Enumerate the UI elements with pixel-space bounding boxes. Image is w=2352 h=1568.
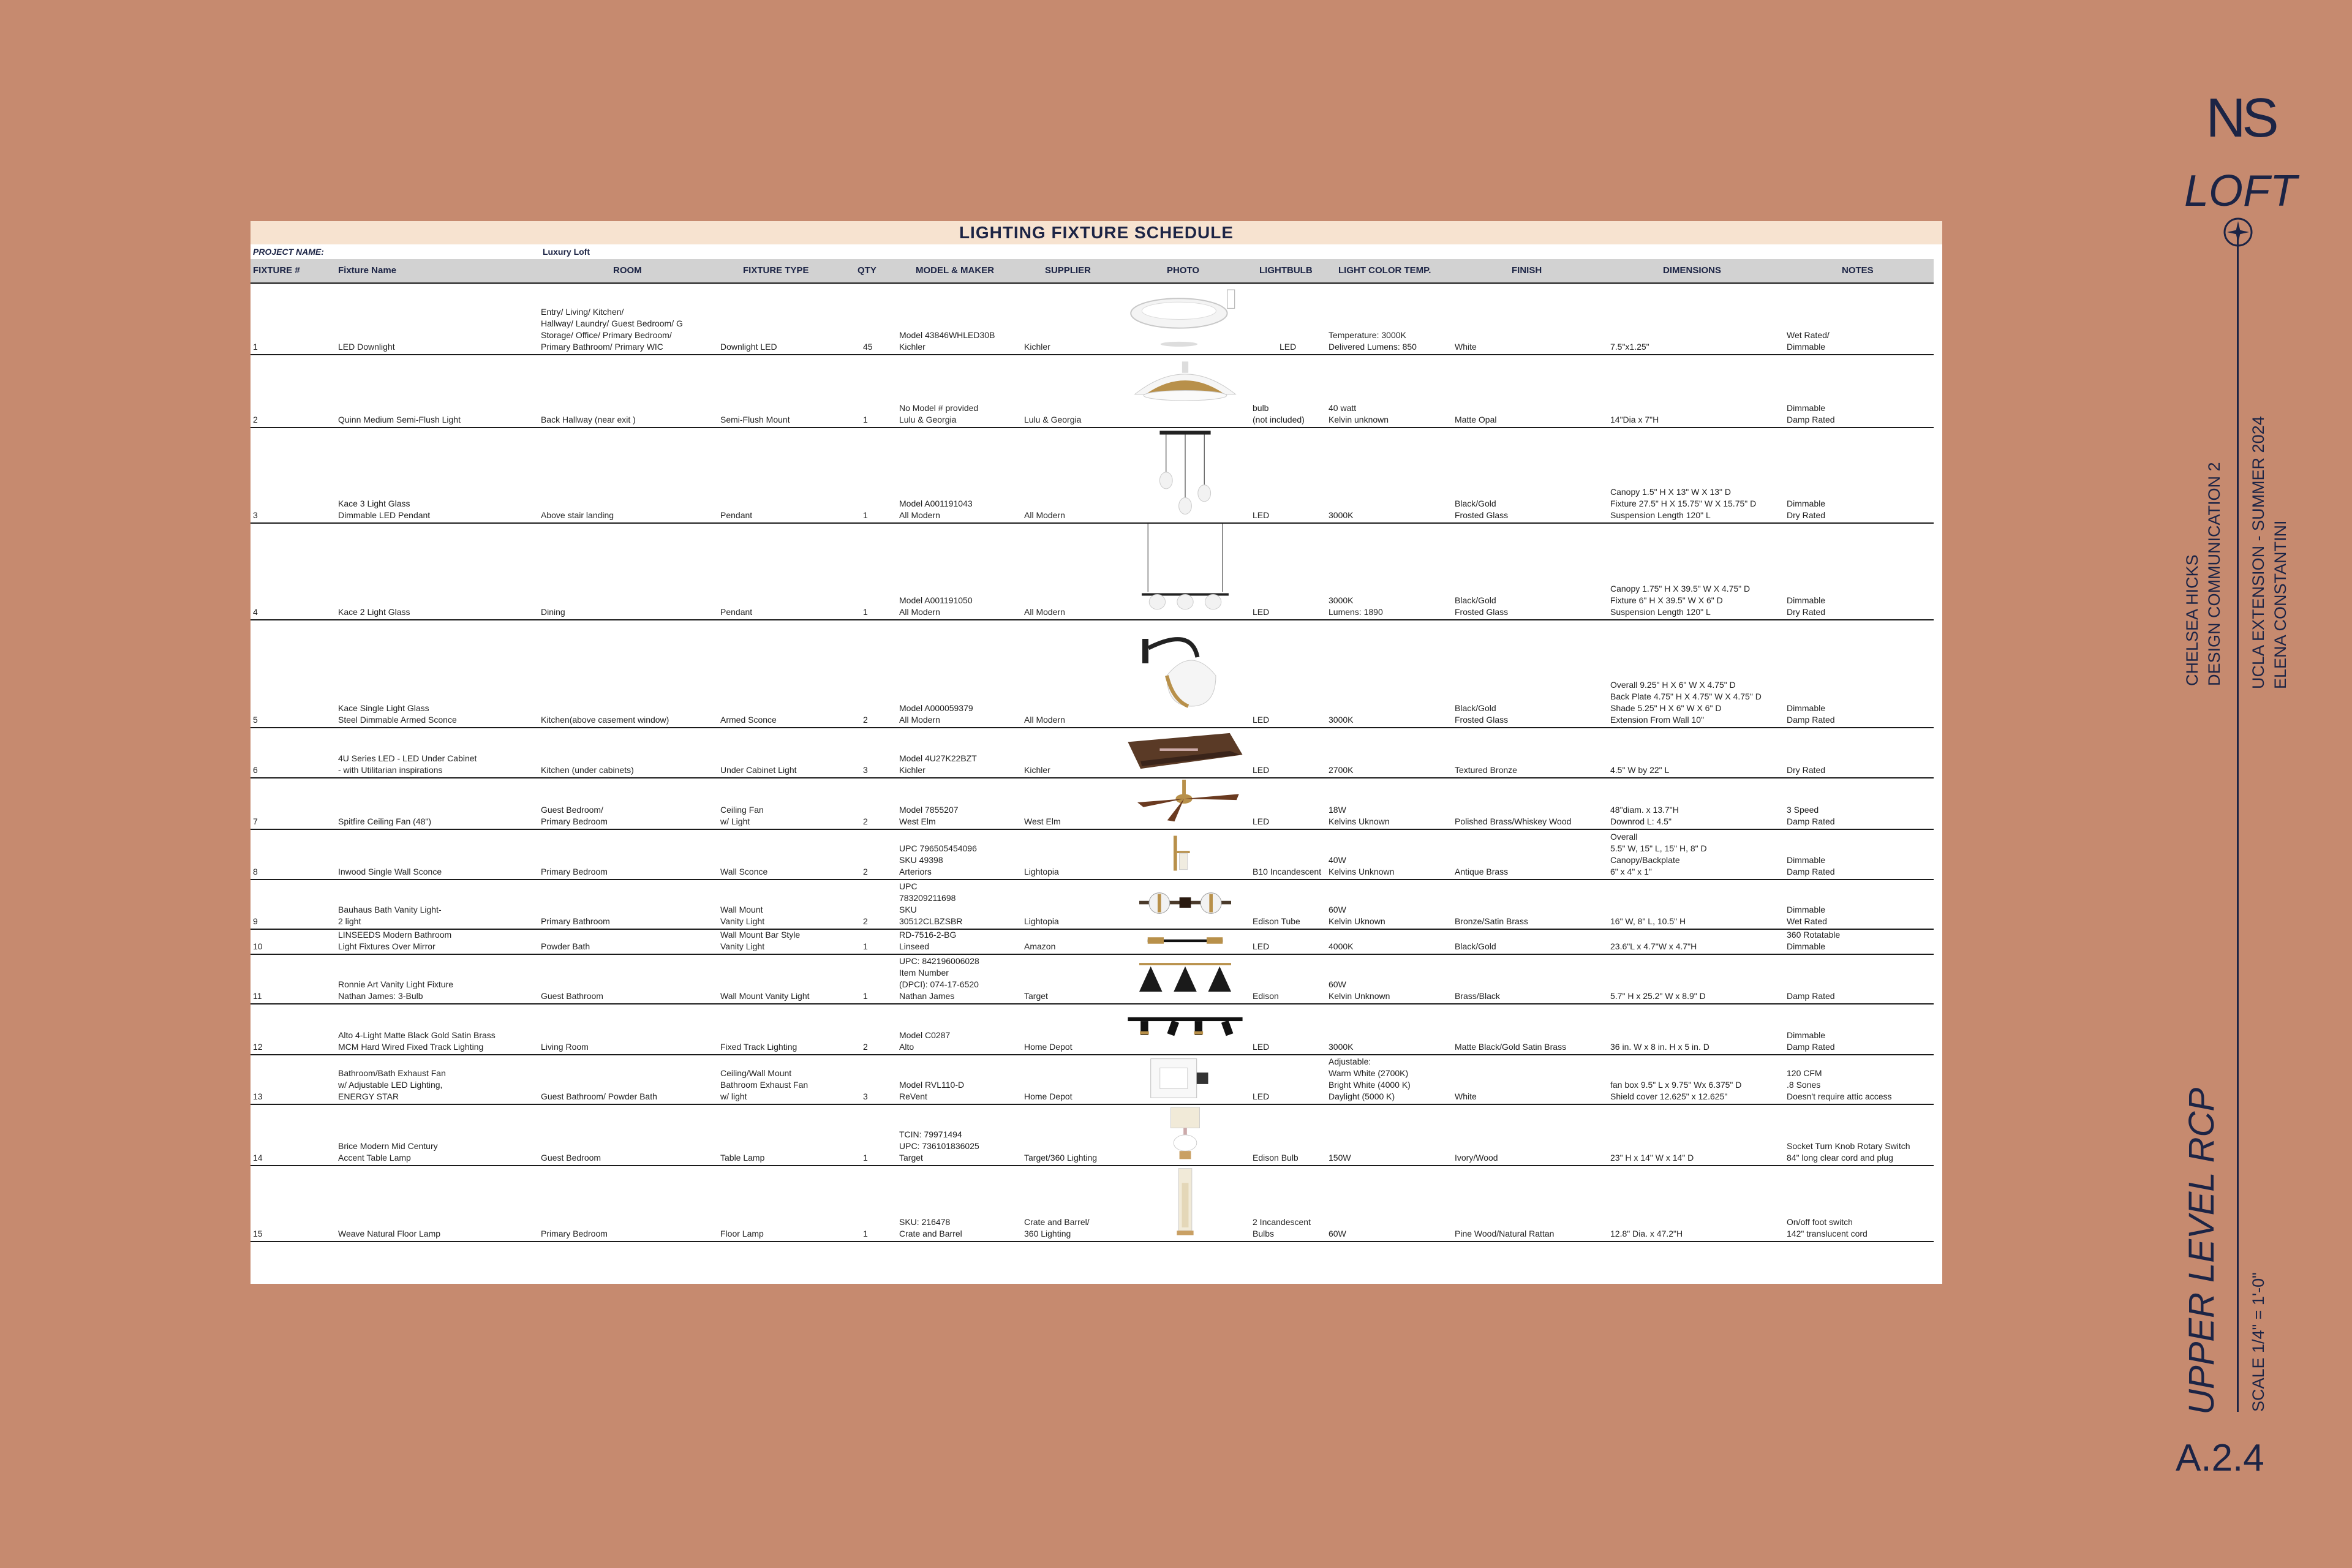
cell-qty: 2 — [863, 816, 868, 826]
cell-dimensions: 16" W, 8" L, 10.5" H — [1610, 916, 1686, 926]
cell-color-temp: 150W — [1329, 1153, 1351, 1163]
header-finish: FINISH — [1512, 265, 1542, 276]
cell-notes: 3 Speed Damp Rated — [1787, 805, 1835, 826]
exhaust-fan-photo — [1121, 1055, 1249, 1101]
cell-supplier: West Elm — [1024, 816, 1061, 826]
cell-color-temp: Temperature: 3000K Delivered Lumens: 850 — [1329, 330, 1417, 352]
cell-color-temp: 3000K — [1329, 715, 1354, 725]
cell-lightbulb: LED — [1253, 607, 1270, 617]
cell-finish: Ivory/Wood — [1455, 1153, 1498, 1163]
cell-finish: White — [1455, 1091, 1477, 1101]
header-supplier: SUPPLIER — [1045, 265, 1091, 276]
cell-supplier: Home Depot — [1024, 1091, 1072, 1101]
cell-room: Kitchen(above casement window) — [541, 715, 669, 725]
cell-color-temp: 60W Kelvin Uknown — [1329, 905, 1385, 926]
header-fixture-number: FIXTURE # — [253, 265, 300, 276]
cell-model-maker: RD-7516-2-BG Linseed — [899, 930, 957, 951]
cell-lightbulb: 2 Incandescent Bulbs — [1253, 1217, 1311, 1238]
cell-lightbulb: LED — [1253, 765, 1270, 775]
cell-fixture-type: Ceiling/Wall Mount Bathroom Exhaust Fan w/ light — [720, 1068, 809, 1101]
cell-qty: 2 — [863, 715, 868, 725]
cell-qty: 2 — [863, 867, 868, 876]
cell-supplier: All Modern — [1024, 715, 1065, 725]
cell-room: Primary Bathroom — [541, 916, 610, 926]
cell-notes: Dry Rated — [1787, 765, 1826, 775]
cell-fixture-type: Wall Sconce — [720, 867, 768, 876]
cell-color-temp: 60W Kelvin Unknown — [1329, 979, 1390, 1001]
cell-model-maker: Model RVL110-D ReVent — [899, 1080, 965, 1101]
under-cabinet-photo — [1121, 728, 1249, 775]
cell-room: Kitchen (under cabinets) — [541, 765, 634, 775]
fixture-photo — [1121, 1166, 1249, 1238]
cell-qty: 2 — [863, 1042, 868, 1052]
cell-fixture-number: 10 — [253, 941, 263, 951]
cell-fixture-name: LINSEEDS Modern Bathroom Light Fixtures Over Mirror — [338, 930, 452, 951]
cell-fixture-name: Bauhaus Bath Vanity Light- 2 light — [338, 905, 442, 926]
cell-color-temp: 3000K — [1329, 510, 1354, 520]
ceiling-fan-photo — [1121, 778, 1249, 826]
cell-fixture-number: 8 — [253, 867, 258, 876]
cell-lightbulb: B10 Incandescent — [1253, 867, 1322, 876]
cell-room: Powder Bath — [541, 941, 590, 951]
cell-fixture-number: 9 — [253, 916, 258, 926]
table-row — [251, 777, 1934, 830]
table-row — [251, 829, 1934, 880]
cell-fixture-name: Kace 3 Light Glass Dimmable LED Pendant — [338, 499, 431, 520]
cell-fixture-name: Weave Natural Floor Lamp — [338, 1229, 441, 1238]
cell-qty: 1 — [863, 510, 868, 520]
cell-supplier: All Modern — [1024, 607, 1065, 617]
cell-lightbulb: bulb (not included) — [1253, 403, 1305, 424]
cell-dimensions: 12.8" Dia. x 47.2"H — [1610, 1229, 1683, 1238]
fixture-photo — [1121, 620, 1249, 725]
cell-dimensions: Canopy 1.5" H X 13" W X 13" D Fixture 27.5" H X 15.75" W X 15.75" D Suspension Length 120" L — [1610, 487, 1757, 520]
cell-notes: Dimmable Wet Rated — [1787, 905, 1827, 926]
cell-dimensions: Canopy 1.75" H X 39.5" W X 4.75" D Fixture 6" H X 39.5" W X 6" D Suspension Length 120" L — [1610, 584, 1751, 617]
cell-room: Guest Bedroom/ Primary Bedroom — [541, 805, 608, 826]
cell-fixture-type: Table Lamp — [720, 1153, 765, 1163]
cell-model-maker: UPC 796505454096 SKU 49398 Arteriors — [899, 843, 977, 876]
table-header — [251, 259, 1934, 284]
cell-fixture-name: Ronnie Art Vanity Light Fixture Nathan James: 3-Bulb — [338, 979, 454, 1001]
logo-ns: NS — [2206, 88, 2275, 149]
project-name-row — [251, 244, 1942, 259]
header-qty: QTY — [858, 265, 876, 276]
cell-qty: 1 — [863, 1229, 868, 1238]
table-row — [251, 879, 1934, 930]
cell-finish: Pine Wood/Natural Rattan — [1455, 1229, 1555, 1238]
cell-room: Living Room — [541, 1042, 589, 1052]
cell-color-temp: Adjustable: Warm White (2700K) Bright White (4000 K) Daylight (5000 K) — [1329, 1057, 1411, 1101]
title-block-divider — [2237, 227, 2239, 1412]
cell-fixture-number: 15 — [253, 1229, 263, 1238]
cell-notes: 120 CFM .8 Sones Doesn't require attic access — [1787, 1068, 1892, 1101]
wall-sconce-photo — [1121, 830, 1249, 876]
cell-dimensions: 23.6"L x 4.7"W x 4.7"H — [1610, 941, 1697, 951]
pendant-2-photo — [1121, 524, 1249, 617]
table-row — [251, 727, 1934, 778]
cell-dimensions: 14"Dia x 7"H — [1610, 415, 1659, 424]
cell-color-temp: 3000K Lumens: 1890 — [1329, 595, 1383, 617]
cell-fixture-number: 3 — [253, 510, 258, 520]
cell-model-maker: Model 43846WHLED30B Kichler — [899, 330, 995, 352]
cell-supplier: Kichler — [1024, 342, 1050, 352]
cell-fixture-type: Downlight LED — [720, 342, 777, 352]
cell-fixture-type: Semi-Flush Mount — [720, 415, 790, 424]
table-row — [251, 619, 1934, 728]
cell-qty: 3 — [863, 1091, 868, 1101]
bauhaus-vanity-photo — [1121, 880, 1249, 926]
course-name: DESIGN COMMUNICATION 2 — [2205, 462, 2223, 686]
fixture-photo — [1121, 1055, 1249, 1101]
cell-finish: Textured Bronze — [1455, 765, 1517, 775]
project-name-label: PROJECT NAME: — [253, 247, 324, 257]
fixture-photo — [1121, 955, 1249, 1001]
sconce-photo — [1121, 620, 1249, 725]
cell-supplier: Target/360 Lighting — [1024, 1153, 1098, 1163]
cell-model-maker: UPC: 842196006028 Item Number (DPCI): 074-17-6520 Nathan James — [899, 956, 979, 1001]
cell-dimensions: 7.5"x1.25" — [1610, 342, 1649, 352]
cell-room: Guest Bathroom — [541, 991, 603, 1001]
cell-finish: Black/Gold Frosted Glass — [1455, 595, 1509, 617]
cell-fixture-name: LED Downlight — [338, 342, 395, 352]
table-row — [251, 354, 1934, 428]
cell-model-maker: Model 4U27K22BZT Kichler — [899, 753, 977, 775]
cell-room: Primary Bedroom — [541, 1229, 608, 1238]
cell-fixture-number: 1 — [253, 342, 258, 352]
header-photo: PHOTO — [1167, 265, 1200, 276]
cell-qty: 1 — [863, 415, 868, 424]
cell-qty: 1 — [863, 991, 868, 1001]
fixture-photo — [1121, 428, 1249, 520]
cell-room: Guest Bathroom/ Powder Bath — [541, 1091, 657, 1101]
cell-dimensions: 4.5" W by 22" L — [1610, 765, 1670, 775]
cell-color-temp: 40W Kelvins Unknown — [1329, 855, 1395, 876]
cell-model-maker: Model A000059379 All Modern — [899, 703, 973, 725]
cell-model-maker: TCIN: 79971494 UPC: 736101836025 Target — [899, 1129, 979, 1163]
cell-room: Above stair landing — [541, 510, 614, 520]
schedule-title: LIGHTING FIXTURE SCHEDULE — [251, 221, 1942, 244]
cell-notes: Dimmable Damp Rated — [1787, 703, 1835, 725]
fixture-photo — [1121, 1105, 1249, 1163]
cell-model-maker: Model C0287 Alto — [899, 1030, 951, 1052]
cell-lightbulb: LED — [1253, 1091, 1270, 1101]
cell-dimensions: 23" H x 14" W x 14" D — [1610, 1153, 1694, 1163]
cell-fixture-type: Wall Mount Bar Style Vanity Light — [720, 930, 801, 951]
cell-notes: On/off foot switch 142" translucent cord — [1787, 1217, 1868, 1238]
cell-fixture-name: Kace Single Light Glass Steel Dimmable Armed Sconce — [338, 703, 457, 725]
header-fixture-type: FIXTURE TYPE — [743, 265, 809, 276]
floor-lamp-photo — [1121, 1166, 1249, 1238]
table-row — [251, 954, 1934, 1005]
cell-finish: Matte Opal — [1455, 415, 1497, 424]
cell-supplier: Lulu & Georgia — [1024, 415, 1082, 424]
cell-supplier: Amazon — [1024, 941, 1056, 951]
cell-supplier: Target — [1024, 991, 1048, 1001]
cell-supplier: Kichler — [1024, 765, 1050, 775]
cell-fixture-type: Fixed Track Lighting — [720, 1042, 797, 1052]
cell-lightbulb: LED — [1253, 1042, 1270, 1052]
cell-qty: 1 — [863, 1153, 868, 1163]
cell-model-maker: Model A001191050 All Modern — [899, 595, 973, 617]
cell-notes: Socket Turn Knob Rotary Switch 84" long clear cord and plug — [1787, 1141, 1910, 1163]
cell-lightbulb: LED — [1253, 510, 1270, 520]
cell-fixture-number: 13 — [253, 1091, 263, 1101]
cell-lightbulb: Edison — [1253, 991, 1279, 1001]
cell-fixture-number: 14 — [253, 1153, 263, 1163]
cell-finish: Black/Gold Frosted Glass — [1455, 499, 1509, 520]
fixture-photo — [1121, 880, 1249, 926]
header-dimensions: DIMENSIONS — [1663, 265, 1722, 276]
cell-color-temp: 3000K — [1329, 1042, 1354, 1052]
cell-finish: Brass/Black — [1455, 991, 1500, 1001]
cell-model-maker: UPC 783209211698 SKU 30512CLBZSBR — [899, 881, 963, 926]
cell-fixture-name: Quinn Medium Semi-Flush Light — [338, 415, 461, 424]
cell-supplier: Home Depot — [1024, 1042, 1072, 1052]
cell-dimensions: Overall 9.25" H X 6" W X 4.75" D Back Plate 4.75" H X 4.75" W X 4.75" D Shade 5.25" H X 6" W X 6" D Extension From Wall 10" — [1610, 680, 1762, 725]
cell-fixture-number: 11 — [253, 991, 262, 1001]
fixture-photo — [1121, 355, 1249, 424]
cell-notes: Wet Rated/ Dimmable — [1787, 330, 1830, 352]
cell-notes: Dimmable Damp Rated — [1787, 855, 1835, 876]
cell-dimensions: fan box 9.5" L x 9.75" Wx 6.375" D Shield cover 12.625" x 12.625" — [1610, 1080, 1742, 1101]
header-lightbulb: LIGHTBULB — [1259, 265, 1313, 276]
cell-room: Entry/ Living/ Kitchen/ Hallway/ Laundry/ Guest Bedroom/ G Storage/ Office/ Primary Bedroom/ Primary Bathroom/ Primary WIC — [541, 307, 683, 352]
cell-model-maker: Model 7855207 West Elm — [899, 805, 959, 826]
cell-finish: Polished Brass/Whiskey Wood — [1455, 816, 1572, 826]
cell-fixture-type: Wall Mount Vanity Light — [720, 905, 765, 926]
cell-fixture-name: Bathroom/Bath Exhaust Fan w/ Adjustable LED Lighting, ENERGY STAR — [338, 1068, 446, 1101]
cell-fixture-type: Under Cabinet Light — [720, 765, 797, 775]
cell-supplier: Lightopia — [1024, 916, 1059, 926]
pendant-3-photo — [1121, 428, 1249, 520]
cell-lightbulb: LED — [1280, 342, 1297, 352]
cell-finish: Black/Gold — [1455, 941, 1496, 951]
cell-color-temp: 4000K — [1329, 941, 1354, 951]
cell-fixture-name: Kace 2 Light Glass — [338, 607, 410, 617]
fixture-photo — [1121, 778, 1249, 826]
table-row — [251, 282, 1934, 355]
cell-lightbulb: LED — [1253, 816, 1270, 826]
cell-color-temp: 60W — [1329, 1229, 1346, 1238]
cell-fixture-number: 7 — [253, 816, 258, 826]
semi-flush-photo — [1121, 355, 1249, 424]
cell-fixture-name: Spitfire Ceiling Fan (48") — [338, 816, 432, 826]
cell-notes: Damp Rated — [1787, 991, 1835, 1001]
fixture-schedule-sheet — [251, 221, 1942, 1284]
logo-loft: LOFT — [2184, 167, 2297, 216]
bar-vanity-photo — [1121, 930, 1249, 951]
cell-lightbulb: LED — [1253, 715, 1270, 725]
cell-lightbulb: Edison Tube — [1253, 916, 1300, 926]
cell-dimensions: 36 in. W x 8 in. H x 5 in. D — [1610, 1042, 1709, 1052]
cell-finish: Antique Brass — [1455, 867, 1509, 876]
cell-room: Primary Bedroom — [541, 867, 608, 876]
cell-qty: 2 — [863, 916, 868, 926]
downlight-photo — [1121, 284, 1249, 352]
cell-qty: 3 — [863, 765, 868, 775]
cell-fixture-name: Inwood Single Wall Sconce — [338, 867, 442, 876]
fixture-photo — [1121, 284, 1249, 352]
cell-lightbulb: Edison Bulb — [1253, 1153, 1298, 1163]
cell-finish: White — [1455, 342, 1477, 352]
cell-notes: 360 Rotatable Dimmable — [1787, 930, 1841, 951]
cell-lightbulb: LED — [1253, 941, 1270, 951]
cell-fixture-type: Ceiling Fan w/ Light — [720, 805, 764, 826]
fixture-photo — [1121, 830, 1249, 876]
cell-notes: Dimmable Dry Rated — [1787, 595, 1826, 617]
header-notes: NOTES — [1842, 265, 1874, 276]
sheet-scale: SCALE 1/4" = 1'-0" — [2249, 1272, 2267, 1412]
table-row — [251, 427, 1934, 524]
fixture-photo — [1121, 930, 1249, 951]
track-light-photo — [1121, 1005, 1249, 1052]
cell-fixture-type: Armed Sconce — [720, 715, 777, 725]
cell-qty: 45 — [863, 342, 873, 352]
cell-model-maker: SKU: 216478 Crate and Barrel — [899, 1217, 962, 1238]
table-row — [251, 1104, 1934, 1166]
cell-qty: 1 — [863, 607, 868, 617]
cell-fixture-type: Pendant — [720, 510, 753, 520]
fixture-photo — [1121, 728, 1249, 775]
cell-fixture-number: 5 — [253, 715, 258, 725]
cell-finish: Matte Black/Gold Satin Brass — [1455, 1042, 1567, 1052]
fixture-photo — [1121, 524, 1249, 617]
cell-model-maker: Model A001191043 All Modern — [899, 499, 973, 520]
cell-fixture-type: Floor Lamp — [720, 1229, 764, 1238]
cell-notes: Dimmable Damp Rated — [1787, 1030, 1835, 1052]
sheet-number: A.2.4 — [2176, 1437, 2264, 1479]
table-row — [251, 929, 1934, 955]
cell-room: Back Hallway (near exit ) — [541, 415, 636, 424]
header-color-temp: LIGHT COLOR TEMP. — [1338, 265, 1431, 276]
cell-supplier: All Modern — [1024, 510, 1065, 520]
header-room: ROOM — [613, 265, 642, 276]
cell-color-temp: 40 watt Kelvin unknown — [1329, 403, 1389, 424]
cell-fixture-number: 6 — [253, 765, 258, 775]
header-model-maker: MODEL & MAKER — [916, 265, 995, 276]
cell-room: Guest Bedroom — [541, 1153, 601, 1163]
cell-dimensions: 5.7" H x 25.2" W x 8.9" D — [1610, 991, 1706, 1001]
cell-fixture-number: 2 — [253, 415, 258, 424]
cell-fixture-name: 4U Series LED - LED Under Cabinet - with Utilitarian inspirations — [338, 753, 477, 775]
cell-fixture-type: Wall Mount Vanity Light — [720, 991, 810, 1001]
header-fixture-name: Fixture Name — [338, 265, 397, 276]
cell-finish: Black/Gold Frosted Glass — [1455, 703, 1509, 725]
cell-fixture-type: Pendant — [720, 607, 753, 617]
cell-color-temp: 2700K — [1329, 765, 1354, 775]
cell-notes: Dimmable Damp Rated — [1787, 403, 1835, 424]
cell-room: Dining — [541, 607, 565, 617]
author-name: CHELSEA HICKS — [2183, 554, 2201, 686]
sheet-title: UPPER LEVEL RCP — [2182, 1087, 2222, 1415]
cell-finish: Bronze/Satin Brass — [1455, 916, 1528, 926]
cell-fixture-name: Brice Modern Mid Century Accent Table Lamp — [338, 1141, 438, 1163]
cell-fixture-number: 12 — [253, 1042, 263, 1052]
cell-notes: Dimmable Dry Rated — [1787, 499, 1826, 520]
table-lamp-photo — [1121, 1105, 1249, 1163]
fixture-photo — [1121, 1005, 1249, 1052]
table-row — [251, 1003, 1934, 1055]
cell-fixture-name: Alto 4-Light Matte Black Gold Satin Brass MCM Hard Wired Fixed Track Lighting — [338, 1030, 496, 1052]
program-name: UCLA EXTENSION - SUMMER 2024 — [2249, 416, 2267, 689]
cell-color-temp: 18W Kelvins Uknown — [1329, 805, 1390, 826]
cell-supplier: Crate and Barrel/ 360 Lighting — [1024, 1217, 1090, 1238]
cell-dimensions: Overall 5.5" W, 15" L, 15" H, 8" D Canopy/Backplate 6" x 4" x 1" — [1610, 832, 1707, 876]
table-row — [251, 522, 1934, 620]
ronnie-vanity-photo — [1121, 955, 1249, 1001]
table-row — [251, 1054, 1934, 1105]
table-row — [251, 1165, 1934, 1242]
cell-model-maker: No Model # provided Lulu & Georgia — [899, 403, 979, 424]
instructor-name: ELENA CONSTANTINI — [2271, 520, 2290, 689]
project-name-value: Luxury Loft — [543, 247, 590, 257]
cell-dimensions: 48"diam. x 13.7"H Downrod L: 4.5" — [1610, 805, 1679, 826]
cell-fixture-number: 4 — [253, 607, 258, 617]
cell-supplier: Lightopia — [1024, 867, 1059, 876]
cell-qty: 1 — [863, 941, 868, 951]
